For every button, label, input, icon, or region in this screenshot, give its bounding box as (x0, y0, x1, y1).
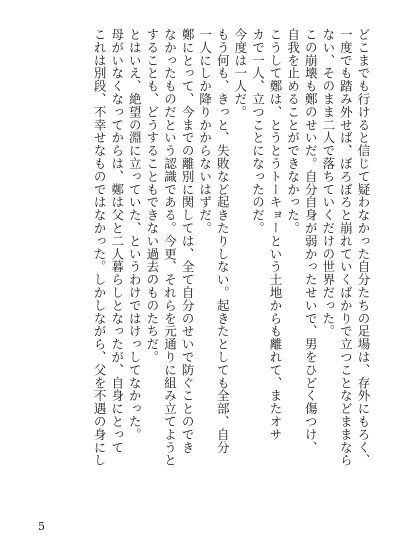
text-line: ない、そのまま二人で落ちていくだけの世界だった。 (320, 28, 336, 338)
text-line: 鄭にとって、今までの離別に関しては、全て自分のせいで防ぐことのでき (180, 28, 196, 454)
text-line: カで一人、立つことになったのだ。 (250, 28, 266, 235)
text-line: することも、どうすることもできない過去のものたちだ。 (144, 28, 160, 364)
text-line: この崩壊も鄭のせいだ。自分自身が弱かったせいで、男をひどく傷つけ、 (303, 28, 319, 454)
text-line: 一度でも踏み外せば、ぼろぼろと崩れていくばかりで立つことなどままなら (338, 28, 354, 467)
text-line: もう何も、きっと、失敗など起きたりしない。起きたとしても全部、自分 (215, 28, 231, 454)
text-line: こうして鄭は、とうとうトーキョーという土地からも離れて、またオサ (268, 28, 284, 441)
text-line: 一人にしか降りかからないはずだ。 (197, 28, 213, 235)
text-line: これは別段、不幸せなものではなかった。しかしながら、父を不遇の身にし (92, 28, 108, 467)
text-line: とはいえ、絶望の淵に立っていた、というわけではけっしてなかった。 (127, 28, 143, 441)
text-line: どこまでも行けると信じて疑わなかった自分たちの足場は、存外にもろく、 (356, 28, 371, 467)
text-line: なかったものだという認識である。今更、それらを元通りに組み立てようと (162, 28, 178, 467)
page-number: 5 (38, 520, 45, 533)
body-text (26, 28, 372, 506)
text-line: 母がいなくなってからは、鄭は父と二人暮らしとなったが、自身にとって (109, 28, 125, 454)
text-line: 自我を止めることができなかった。 (285, 28, 301, 235)
text-line: 今度は一人だ。 (232, 28, 248, 119)
